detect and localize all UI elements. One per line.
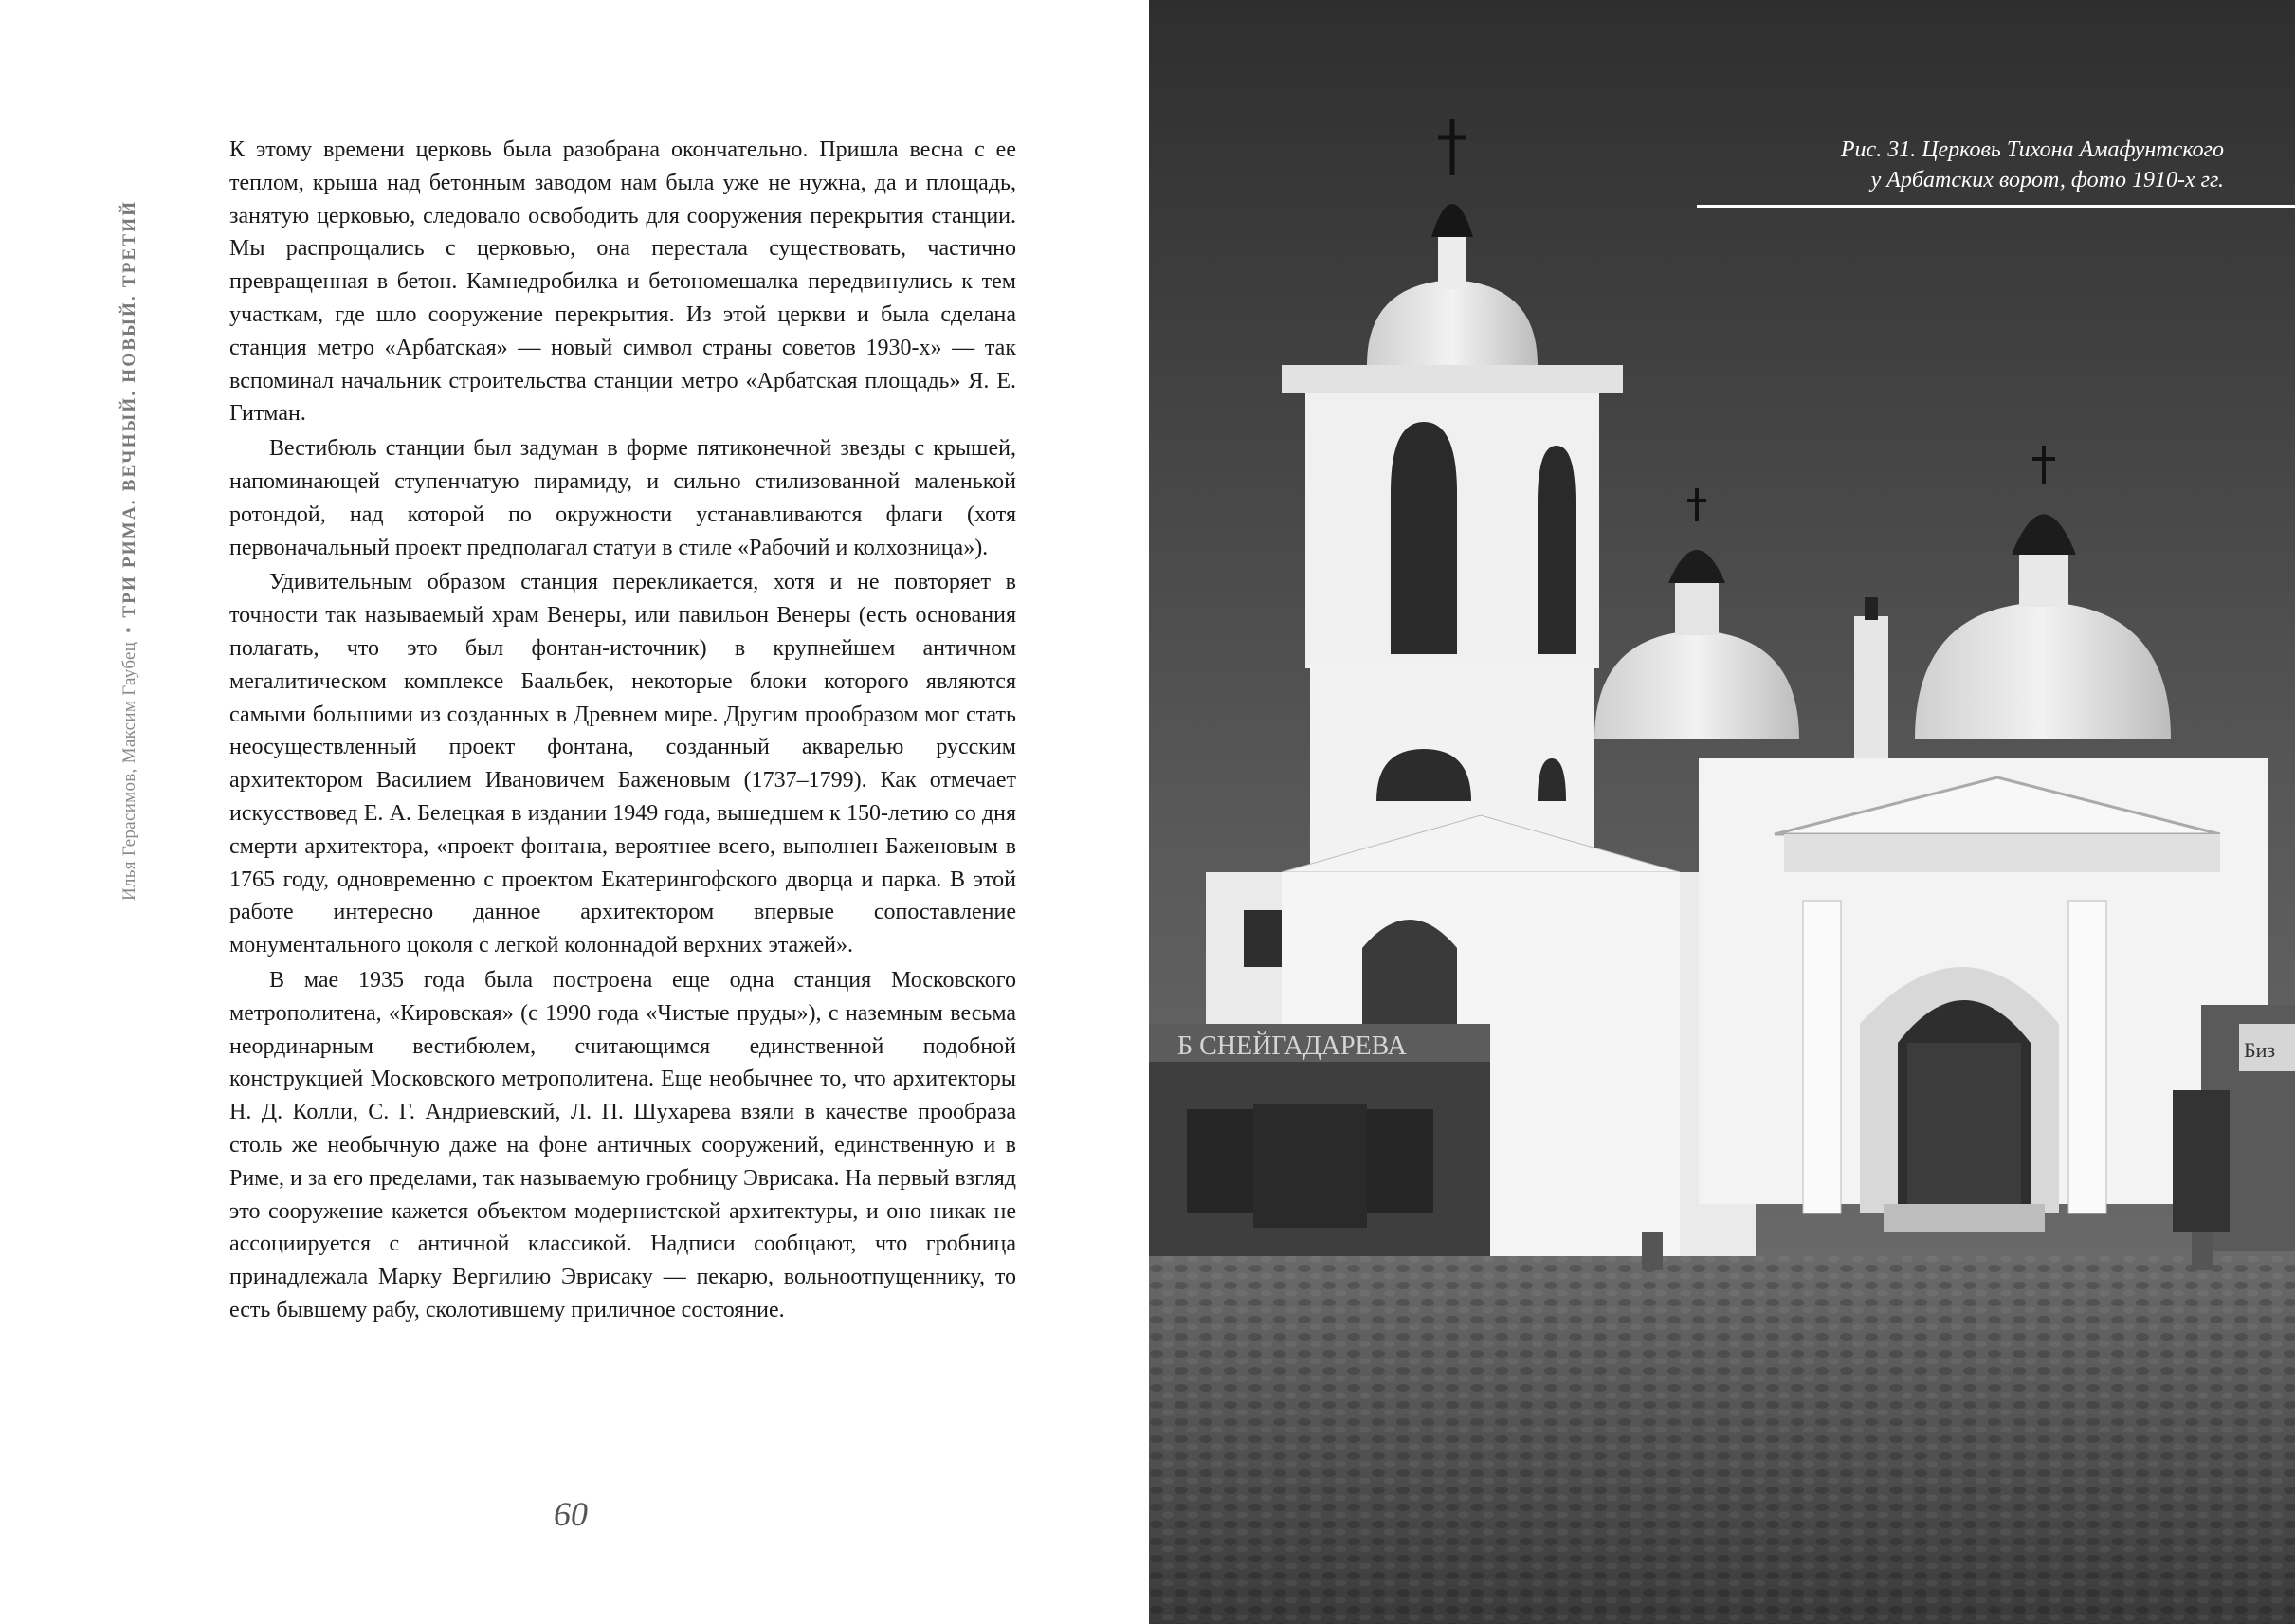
shop-sign: Б СНЕЙГАДАРЕВА xyxy=(1177,1031,1407,1061)
paragraph-1: К этому времени церковь была разобрана окончательно. Пришла весна с ее теплом, крыша над бетонным заводом нам была уже не нужна, да и площадь, занятую церковью, следовало освободить для сооружения перекрытия станции. Мы распрощались с церковью, она перестала существовать, частично превращенная в бетон. Камнедробилка и бетономешалка передвинулись к тем участкам, где шло сооружение перекрытия. Из этой церкви и была сделана станция метро «Арбатская» — новый символ страны советов 1930-х» — так вспоминал начальник строительства станции метро «Арбатская площадь» Я. Е. Гитман. xyxy=(229,137,1016,427)
photo-caption xyxy=(1841,135,2224,195)
running-head-authors: Илья Герасимов, Максим Гаубец xyxy=(119,641,139,901)
body-text xyxy=(229,134,1016,1329)
running-head-separator: • xyxy=(119,626,139,633)
caption-line-2: у Арбатских ворот, фото 1910-х гг. xyxy=(1870,168,2224,192)
caption-rule xyxy=(1697,205,2295,208)
chimney xyxy=(1854,616,1888,758)
church-photo xyxy=(1149,0,2295,1624)
paragraph-4: В мае 1935 года была построена еще одна станция Московского метрополитена, «Кировская» (с 1990 года «Чистые пруды»), с наземным весьма неординарным вестибюлем, считающимся единственной подобной конструкцией Московского метрополитена. Еще необычнее то, что архитекторы Н. Д. Колли, С. Г. Андриевский, Л. П. Шухарева взяли в качестве прообраза столь же необычную даже на фоне античных сооружений, единственную и в Риме, и за его пределами, так называемую гробницу Эврисака. На первый взгляд это сооружение кажется объектом модернистской архитектуры, и оно никак не ассоциируется с античной классикой. Надписи сообщают, что гробница принадлежала Марку Вергилию Эврисаку — пекарю, вольноотпущеннику, то есть бывшему рабу, сколотившему приличное состояние. xyxy=(229,967,1016,1323)
running-head xyxy=(119,142,138,901)
paragraph-2: Вестибюль станции был задуман в форме пятиконечной звезды с крышей, напоминающей ступенчатую пирамиду, и сильно стилизованной маленькой ротондой, над которой по окружности устанавливаются флаги (хотя первоначальный проект предполагал статуи в стиле «Рабочий и колхозница»). xyxy=(229,436,1016,560)
right-page xyxy=(1149,0,2295,1624)
caption-line-1: Рис. 31. Церковь Тихона Амафунтского xyxy=(1840,137,2224,162)
left-shop xyxy=(1149,1024,1490,1270)
paragraph-3: Удивительным образом станция перекликается, хотя и не повторяет в точности так называемый храм Венеры, или павильон Венеры (есть основания полагать, что это был фонтан-источник) в крупнейшем античном мегалитическом комплексе Баальбек, некоторые блоки которого являются самыми большими из созданных в Древнем мире. Другим прообразом мог стать неосуществленный проект фонтана, созданный акварелью русским архитектором Василием Ивановичем Баженовым (1737–1799). Как отмечает искусствовед Е. А. Белецкая в издании 1949 года, вышедшем к 150-летию со дня смерти архитектора, «проект фонтана, вероятнее всего, выполнен Баженовым в 1765 году, одновременно с проектом Екатерингофского дворца и парка. В этой работе интересно данное архитектором впервые сопоставление монументального цоколя с легкой колоннадой верхних этажей». xyxy=(229,570,1016,958)
running-head-series: ТРИ РИМА. ВЕЧНЫЙ. НОВЫЙ. ТРЕТИЙ xyxy=(119,199,139,618)
page-number: 60 xyxy=(554,1495,588,1533)
right-sign: Биз xyxy=(2244,1038,2276,1062)
